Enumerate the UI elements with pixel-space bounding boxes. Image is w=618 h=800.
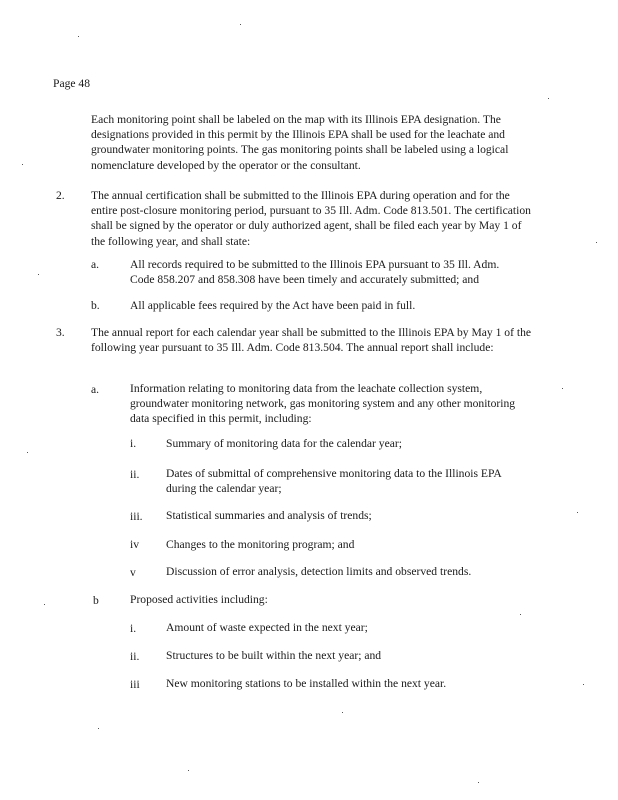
item-2-paragraph: The annual certification shall be submitted to the Illinois EPA during operation and for the entire post-closure monitoring period, pursuant to 35 Ill. Adm. Code 813.501. The certification shall be signed by the operator or duly authorized agent, shall be filed each year by May 1 of the following year, and shall state:: [91, 189, 531, 248]
item-3b-ii-text: Structures to be built within the next year; and: [166, 649, 382, 662]
item-3a-ii-text: Dates of submittal of comprehensive monitoring data to the Illinois EPA during the calendar year;: [166, 467, 502, 496]
item-2-number: 2.: [56, 189, 65, 202]
scan-speck: [342, 712, 343, 713]
item-3a-ii-marker: ii.: [130, 468, 140, 481]
item-3a-i-marker: i.: [130, 437, 137, 450]
scan-speck: [240, 24, 241, 25]
item-3a-marker: a.: [91, 383, 100, 396]
item-3a-iii-text: Statistical summaries and analysis of trends;: [166, 509, 372, 522]
item-2b-text: All applicable fees required by the Act have been paid in full.: [130, 299, 416, 312]
scan-speck: [78, 36, 79, 37]
item-3b-iii-marker: iii: [130, 678, 140, 691]
scan-speck: [44, 604, 45, 605]
item-3b-iii-text: New monitoring stations to be installed within the next year.: [166, 677, 447, 690]
scan-speck: [583, 684, 584, 685]
item-3a-iv-marker: iv: [130, 538, 140, 551]
scan-speck: [22, 164, 23, 165]
scan-speck: [98, 728, 99, 729]
item-3a-iv-text: Changes to the monitoring program; and: [166, 538, 355, 551]
scan-speck: [577, 512, 578, 513]
scan-speck: [548, 98, 549, 99]
item-3a-iii-marker: iii.: [130, 510, 143, 523]
scan-speck: [596, 242, 597, 243]
item-3b-text: Proposed activities including:: [130, 593, 268, 606]
scan-speck: [562, 388, 563, 389]
scan-speck: [27, 452, 28, 453]
scan-speck: [520, 614, 521, 615]
scan-speck: [478, 782, 479, 783]
item-2a-text: All records required to be submitted to the Illinois EPA pursuant to 35 Ill. Adm. Code 858.207 and 858.308 have been timely and accurately submitted; and: [130, 258, 500, 287]
item-3a-text: Information relating to monitoring data from the leachate collection system, groundwater monitoring network, gas monitoring system and any other monitoring data specified in this permit, including:: [130, 382, 516, 426]
item-3b-marker: b: [93, 594, 99, 607]
item-2b-marker: b.: [91, 299, 100, 312]
scan-speck: [38, 274, 39, 275]
item-3-paragraph: The annual report for each calendar year shall be submitted to the Illinois EPA by May 1 of the following year pursuant to 35 Ill. Adm. Code 813.504. The annual report shall include:: [91, 326, 532, 355]
item-3b-ii-marker: ii.: [130, 650, 140, 663]
item-3-number: 3.: [56, 326, 65, 339]
item-3a-v-marker: v: [130, 566, 136, 579]
page-label: Page 48: [53, 77, 91, 90]
item-3b-i-marker: i.: [130, 622, 137, 635]
item-3b-i-text: Amount of waste expected in the next year;: [166, 621, 368, 634]
intro-paragraph: Each monitoring point shall be labeled on the map with its Illinois EPA designation. The designations provided in this permit by the Illinois EPA shall be used for the leachate and groundwater monitoring points. The gas monitoring points shall be labeled using a logical nomenclature developed by the operator or the consultant.: [91, 113, 509, 172]
item-2a-marker: a.: [91, 258, 100, 271]
item-3a-v-text: Discussion of error analysis, detection limits and observed trends.: [166, 565, 472, 578]
scan-speck: [188, 770, 189, 771]
item-3a-i-text: Summary of monitoring data for the calendar year;: [166, 437, 402, 450]
